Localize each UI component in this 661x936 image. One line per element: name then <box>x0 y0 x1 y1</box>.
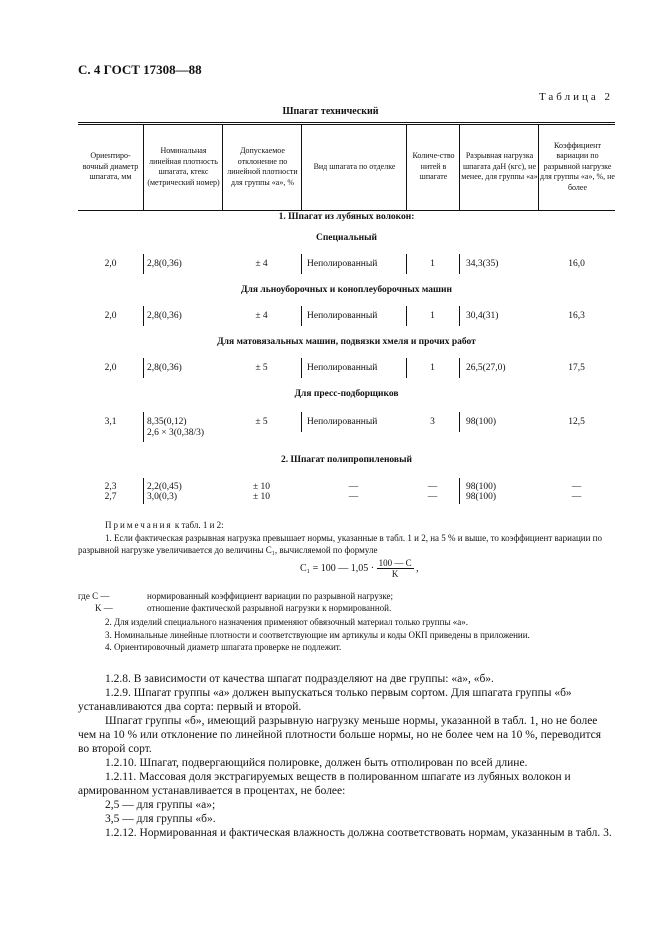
row-divider <box>143 306 144 326</box>
cell-kind: Неполированный <box>307 417 378 427</box>
cell-load: 34,3(35) <box>466 259 499 269</box>
section-polypropylene: 2. Шпагат полипропиленовый <box>281 455 412 465</box>
row-divider <box>143 358 144 378</box>
cell-diameter: 2,7 <box>104 492 117 502</box>
notes-block-2 <box>78 616 615 654</box>
table-header-rule <box>78 210 615 211</box>
cell-density-2: 2,6 × 3(0,38/3) <box>147 428 205 438</box>
cell-load: 30,4(31) <box>466 311 499 321</box>
col-header-density: Номинальная линейная плотность шпагата, ктекс (метрический номер) <box>147 146 220 187</box>
cell-load: 98(100) <box>466 492 497 502</box>
cell-diameter: 2,0 <box>104 363 117 373</box>
where-c-term: где C — <box>78 591 110 601</box>
table-label: Таблица 2 <box>538 91 613 103</box>
cell-kind: Неполированный <box>307 259 378 269</box>
row-divider <box>301 306 302 326</box>
body-text <box>78 672 615 840</box>
where-k-text: отношение фактической разрывной нагрузки к нормированной. <box>147 603 392 613</box>
cell-deviation: ± 4 <box>255 259 268 269</box>
notes-heading: Примечания к табл. 1 и 2: <box>105 520 224 530</box>
table-top-rule <box>78 122 615 123</box>
notes-block <box>78 519 615 557</box>
para-1-2-8: 1.2.8. В зависимости от качества шпагат подразделяют на две группы: «а», «б». <box>105 673 494 685</box>
cell-density: 2,8(0,36) <box>147 311 182 321</box>
cell-threads: 1 <box>430 311 435 321</box>
para-group-a-value: 2,5 — для группы «а»; <box>105 799 216 811</box>
section-mat-binding: Для матовязальных машин, подвязки хмеля и прочих работ <box>217 337 476 347</box>
cell-diameter: 2,0 <box>104 311 117 321</box>
cell-threads: 1 <box>430 363 435 373</box>
cell-deviation: ± 5 <box>255 417 268 427</box>
cell-density: 3,0(0,3) <box>147 492 178 502</box>
cell-diameter: 3,1 <box>104 417 117 427</box>
cell-density: 2,2(0,45) <box>147 482 182 492</box>
col-divider <box>538 124 539 210</box>
section-bast: 1. Шпагат из лубяных волокон: <box>278 212 415 222</box>
cell-coef: 17,5 <box>568 363 585 373</box>
para-group-b-value: 3,5 — для группы «б». <box>105 813 216 825</box>
cell-deviation: ± 4 <box>255 311 268 321</box>
where-k-term: K — <box>95 603 113 613</box>
col-divider <box>406 124 407 210</box>
cell-deviation: ± 10 <box>252 492 271 502</box>
col-divider <box>459 124 460 210</box>
cell-load: 98(100) <box>466 482 497 492</box>
col-header-load: Разрывная нагрузка шпагата даН (кгс), не менее, для группы «а» <box>461 151 538 182</box>
cell-coef: — <box>571 482 582 492</box>
cell-threads: 1 <box>430 259 435 269</box>
para-group-b: Шпагат группы «б», имеющий разрывную нагрузку меньше нормы, указанной в табл. 1, но не более чем на 10 % или отклонение по линейной плотности больше нормы, но не более чем на 10 %, переводится во второй сорт. <box>78 715 602 755</box>
col-divider <box>143 124 144 210</box>
row-divider <box>459 412 460 432</box>
cell-deviation: ± 10 <box>252 482 271 492</box>
note-3: 3. Номинальные линейные плотности и соответствующие им артикулы и коды ОКП приведены в приложении. <box>105 629 530 640</box>
row-divider <box>459 358 460 378</box>
row-divider <box>301 254 302 274</box>
col-header-diameter: Ориентиро-вочный диаметр шпагата, мм <box>82 151 139 182</box>
col-divider <box>222 124 223 210</box>
cell-load: 98(100) <box>466 417 497 427</box>
cell-diameter: 2,0 <box>104 259 117 269</box>
cell-density: 2,8(0,36) <box>147 363 182 373</box>
section-flax-harvest: Для льноуборочных и коноплеуборочных машин <box>241 285 452 295</box>
row-divider <box>459 306 460 326</box>
where-c-text: нормированный коэффициент вариации по разрывной нагрузке; <box>147 591 393 601</box>
col-header-coef: Коэффициент вариации по разрывной нагрузке для группы «а», %, не более <box>540 140 615 192</box>
col-header-threads: Количе-ство нитей в шпагате <box>412 151 455 182</box>
row-divider <box>459 254 460 274</box>
row-divider <box>143 254 144 274</box>
cell-kind: Неполированный <box>307 363 378 373</box>
cell-coef: 16,3 <box>568 311 585 321</box>
cell-kind: — <box>348 482 359 492</box>
cell-diameter: 2,3 <box>104 482 117 492</box>
cell-density: 2,8(0,36) <box>147 259 182 269</box>
cell-deviation: ± 5 <box>255 363 268 373</box>
cell-coef: — <box>571 492 582 502</box>
row-divider <box>301 412 302 432</box>
para-1-2-9: 1.2.9. Шпагат группы «а» должен выпускаться только первым сортом. Для шпагата группы «б» устанавливаются два сорта: первый и второй. <box>78 687 572 713</box>
para-1-2-11: 1.2.11. Массовая доля экстрагируемых веществ в полированном шпагате из лубяных волокон и армированном устанавливается в процентах, не более: <box>78 771 571 797</box>
col-divider <box>301 124 302 210</box>
row-divider <box>459 478 460 504</box>
cell-threads: 3 <box>430 417 435 427</box>
section-press-balers: Для пресс-подборщиков <box>294 389 399 399</box>
cell-threads: — <box>427 482 438 492</box>
note-1: 1. Если фактическая разрывная нагрузка превышает нормы, указанные в табл. 1 и 2, на 5 % и выше, то коэффициент вариации по разрывной нагрузке увеличивается до величины C₁, вычисляемой по формуле <box>78 532 602 555</box>
row-divider <box>143 412 144 442</box>
note-2: 2. Для изделий специального назначения применяют обвязочный материал только группы «а». <box>105 617 468 627</box>
col-header-kind: Вид шпагата по отделке <box>313 161 396 171</box>
para-1-2-10: 1.2.10. Шпагат, подвергающийся полировке, должен быть отполирован по всей длине. <box>105 757 528 769</box>
formula-fraction: $\frac{100 — C}{K}$ <box>378 558 412 579</box>
para-1-2-12: 1.2.12. Нормированная и фактическая влажность должна соответствовать нормам, указанным в табл. 3. <box>105 827 612 839</box>
cell-coef: 16,0 <box>568 259 585 269</box>
cell-threads: — <box>427 492 438 502</box>
formula: C₁ = 100 — 1,05 · $\frac{100 — C}{K}$ , <box>300 558 419 579</box>
note-4: 4. Ориентировочный диаметр шпагата проверке не подлежит. <box>105 642 342 652</box>
row-divider <box>143 478 144 504</box>
cell-kind: — <box>348 492 359 502</box>
cell-density: 8,35(0,12) <box>147 417 187 427</box>
cell-coef: 12,5 <box>568 417 585 427</box>
page-header: С. 4 ГОСТ 17308—88 <box>78 62 202 77</box>
row-divider <box>301 358 302 378</box>
cell-load: 26,5(27,0) <box>466 363 506 373</box>
col-header-deviation: Допускаемое отклонение по линейной плотности для группы «а», % <box>227 146 298 187</box>
table-title: Шпагат технический <box>282 106 379 117</box>
section-special: Специальный <box>315 233 378 243</box>
cell-kind: Неполированный <box>307 311 378 321</box>
